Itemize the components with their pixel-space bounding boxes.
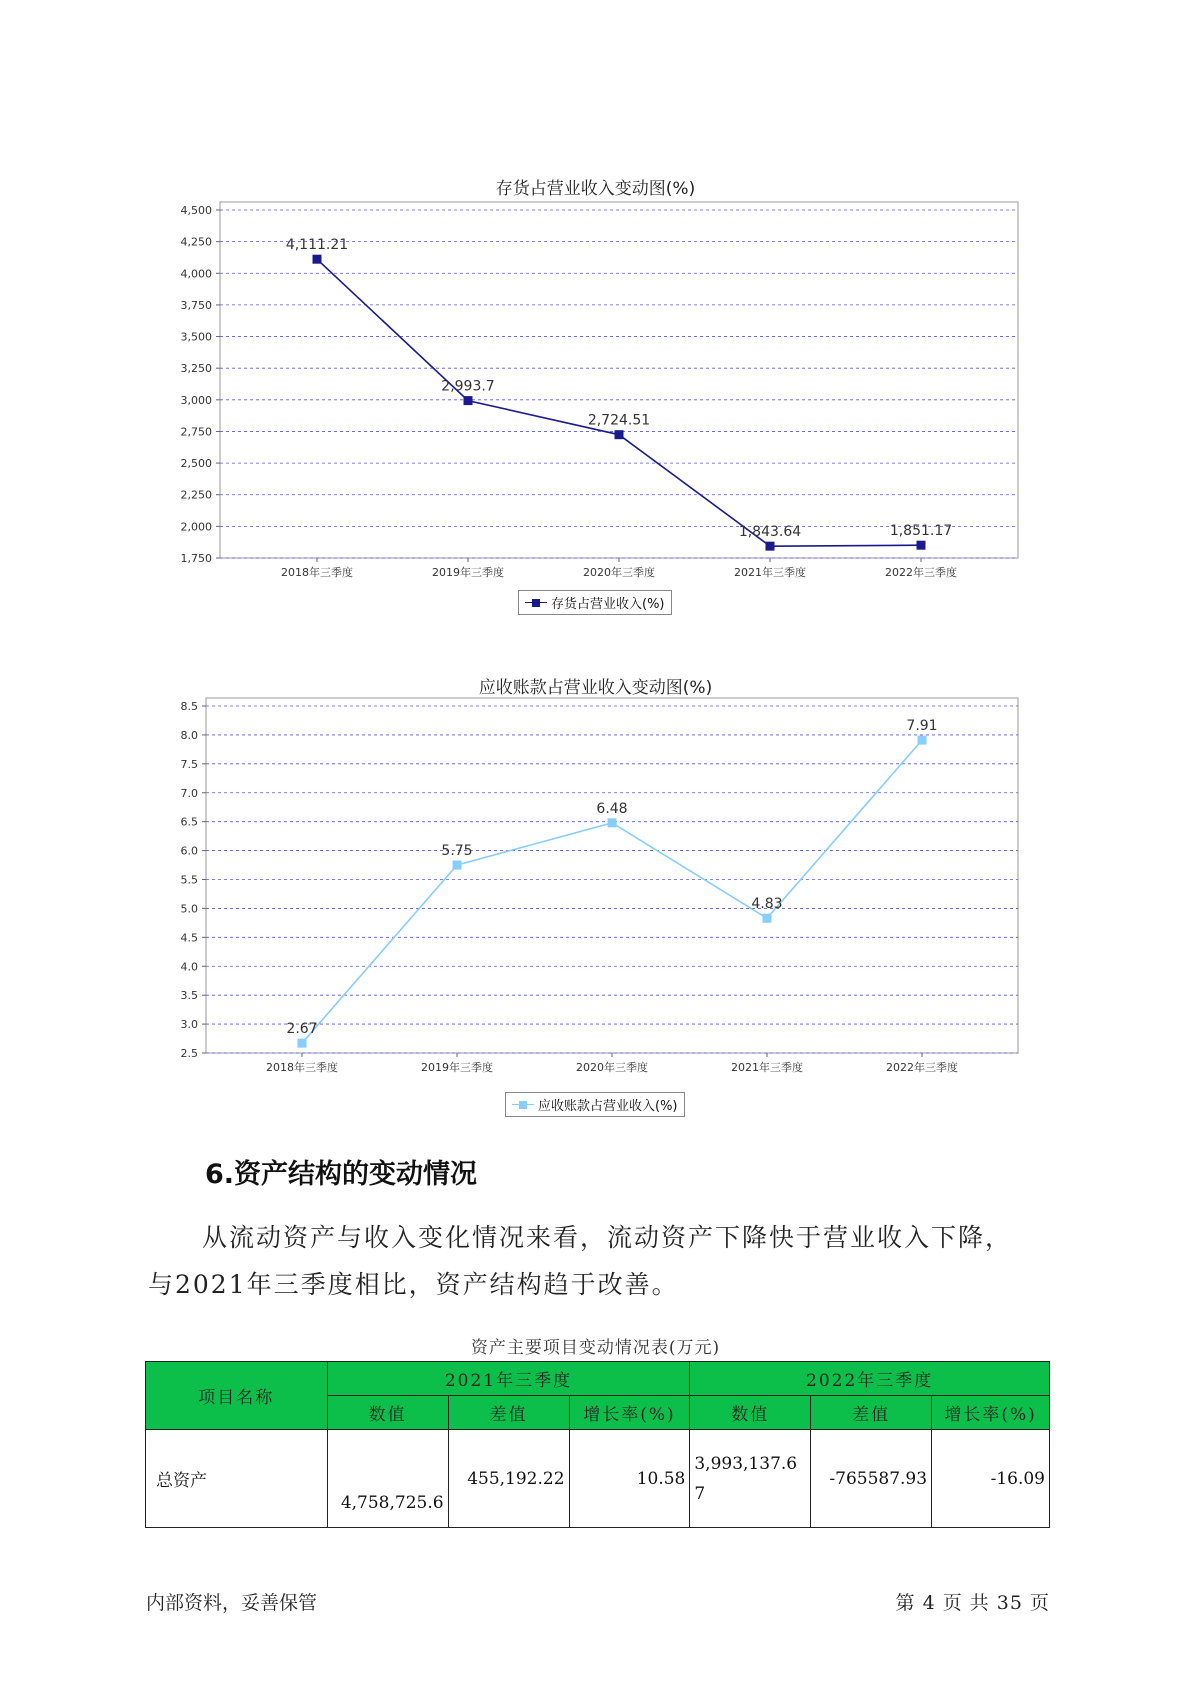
data-point xyxy=(615,430,624,439)
x-tick-label: 2020年三季度 xyxy=(576,1061,648,1074)
header-diff: 差值 xyxy=(811,1396,932,1430)
legend-marker-icon xyxy=(512,1100,534,1110)
x-tick-label: 2021年三季度 xyxy=(731,1061,803,1074)
legend-label: 存货占营业收入(%) xyxy=(551,597,665,612)
data-label: 1,843.64 xyxy=(738,524,802,541)
x-tick-label: 2022年三季度 xyxy=(885,566,957,579)
x-tick-label: 2019年三季度 xyxy=(432,566,504,579)
cell-value-2021: 4,758,725.6 xyxy=(327,1430,448,1528)
y-tick-label: 3.5 xyxy=(180,989,198,1003)
y-tick-label: 8.0 xyxy=(180,728,198,742)
y-tick-label: 2,000 xyxy=(180,520,212,534)
y-tick-label: 1,750 xyxy=(180,552,212,565)
legend-marker-icon xyxy=(525,598,547,608)
data-point xyxy=(298,1039,307,1048)
y-tick-label: 7.5 xyxy=(180,757,198,771)
section-heading: 6.资产结构的变动情况 xyxy=(205,1159,478,1190)
plot-area xyxy=(206,698,1018,1053)
paragraph-line: 从流动资产与收入变化情况来看，流动资产下降快于营业收入下降， xyxy=(202,1223,1013,1252)
data-label: 7.91 xyxy=(906,718,938,735)
table-row xyxy=(146,1430,1050,1528)
row-name: 总资产 xyxy=(146,1430,328,1528)
y-tick-label: 4.0 xyxy=(180,960,198,974)
x-tick-label: 2020年三季度 xyxy=(583,566,655,579)
header-value: 数值 xyxy=(327,1396,448,1430)
table-title: 资产主要项目变动情况表(万元) xyxy=(470,1338,721,1358)
data-label: 2.67 xyxy=(286,1021,318,1038)
header-2021: 2021年三季度 xyxy=(327,1362,690,1396)
plot-area xyxy=(220,202,1018,558)
chart-title: 应收账款占营业收入变动图(%) xyxy=(478,678,713,698)
header-item-name: 项目名称 xyxy=(146,1362,328,1430)
x-tick-label: 2018年三季度 xyxy=(266,1061,338,1074)
y-tick-label: 5.0 xyxy=(180,902,198,916)
x-tick-label: 2021年三季度 xyxy=(734,566,806,579)
chart-legend xyxy=(518,590,672,615)
y-tick-label: 3,750 xyxy=(180,298,212,312)
header-2022: 2022年三季度 xyxy=(690,1362,1050,1396)
y-tick-label: 4,500 xyxy=(180,204,212,217)
x-tick-label: 2019年三季度 xyxy=(421,1061,493,1074)
data-point xyxy=(763,914,772,923)
data-label: 4,111.21 xyxy=(285,237,349,254)
x-tick-label: 2018年三季度 xyxy=(281,566,353,579)
data-point xyxy=(917,541,926,550)
cell-rate-2022: -16.09 xyxy=(932,1430,1050,1528)
header-rate: 增长率(%) xyxy=(932,1396,1050,1430)
y-tick-label: 3,000 xyxy=(180,393,212,407)
y-tick-label: 3,250 xyxy=(180,362,212,376)
y-tick-label: 4.5 xyxy=(180,931,198,945)
y-tick-label: 7.0 xyxy=(180,786,198,800)
chart-title: 存货占营业收入变动图(%) xyxy=(495,179,696,199)
inventory-ratio-chart xyxy=(0,190,1191,590)
data-point xyxy=(464,396,473,405)
data-label: 2,993.7 xyxy=(441,378,495,395)
y-tick-label: 4,250 xyxy=(180,235,212,249)
asset-change-table xyxy=(145,1361,1050,1528)
data-label: 6.48 xyxy=(596,800,628,817)
data-label: 5.75 xyxy=(441,843,473,860)
data-label: 4.83 xyxy=(751,896,783,913)
y-tick-label: 6.0 xyxy=(180,844,198,858)
cell-value-2022: 3,993,137.67 xyxy=(690,1430,811,1528)
y-tick-label: 6.5 xyxy=(180,815,198,829)
y-tick-label: 8.5 xyxy=(180,700,198,713)
y-tick-label: 5.5 xyxy=(180,873,198,887)
footer-confidential: 内部资料，妥善保管 xyxy=(146,1592,318,1614)
header-value: 数值 xyxy=(690,1396,811,1430)
page-number: 第 4 页 共 35 页 xyxy=(895,1592,1050,1614)
legend-label: 应收账款占营业收入(%) xyxy=(538,1099,678,1114)
data-point xyxy=(608,818,617,827)
data-label: 1,851.17 xyxy=(889,523,953,540)
cell-diff-2022: -765587.93 xyxy=(811,1430,932,1528)
data-point xyxy=(766,542,775,551)
y-tick-label: 2,750 xyxy=(180,425,212,439)
data-point xyxy=(453,861,462,870)
y-tick-label: 3,500 xyxy=(180,330,212,344)
cell-diff-2021: 455,192.22 xyxy=(448,1430,569,1528)
y-tick-label: 3.0 xyxy=(180,1018,198,1032)
receivables-ratio-chart xyxy=(0,690,1191,1095)
chart-legend xyxy=(505,1092,685,1117)
y-tick-label: 2,250 xyxy=(180,488,212,502)
data-label: 2,724.51 xyxy=(587,412,651,429)
data-point xyxy=(918,736,927,745)
y-tick-label: 2,500 xyxy=(180,457,212,471)
header-diff: 差值 xyxy=(448,1396,569,1430)
x-tick-label: 2022年三季度 xyxy=(886,1061,958,1074)
cell-rate-2021: 10.58 xyxy=(569,1430,690,1528)
y-tick-label: 2.5 xyxy=(180,1047,198,1060)
paragraph-line: 与2021年三季度相比，资产结构趋于改善。 xyxy=(148,1270,679,1299)
y-tick-label: 4,000 xyxy=(180,267,212,281)
data-point xyxy=(313,255,322,264)
header-rate: 增长率(%) xyxy=(569,1396,690,1430)
